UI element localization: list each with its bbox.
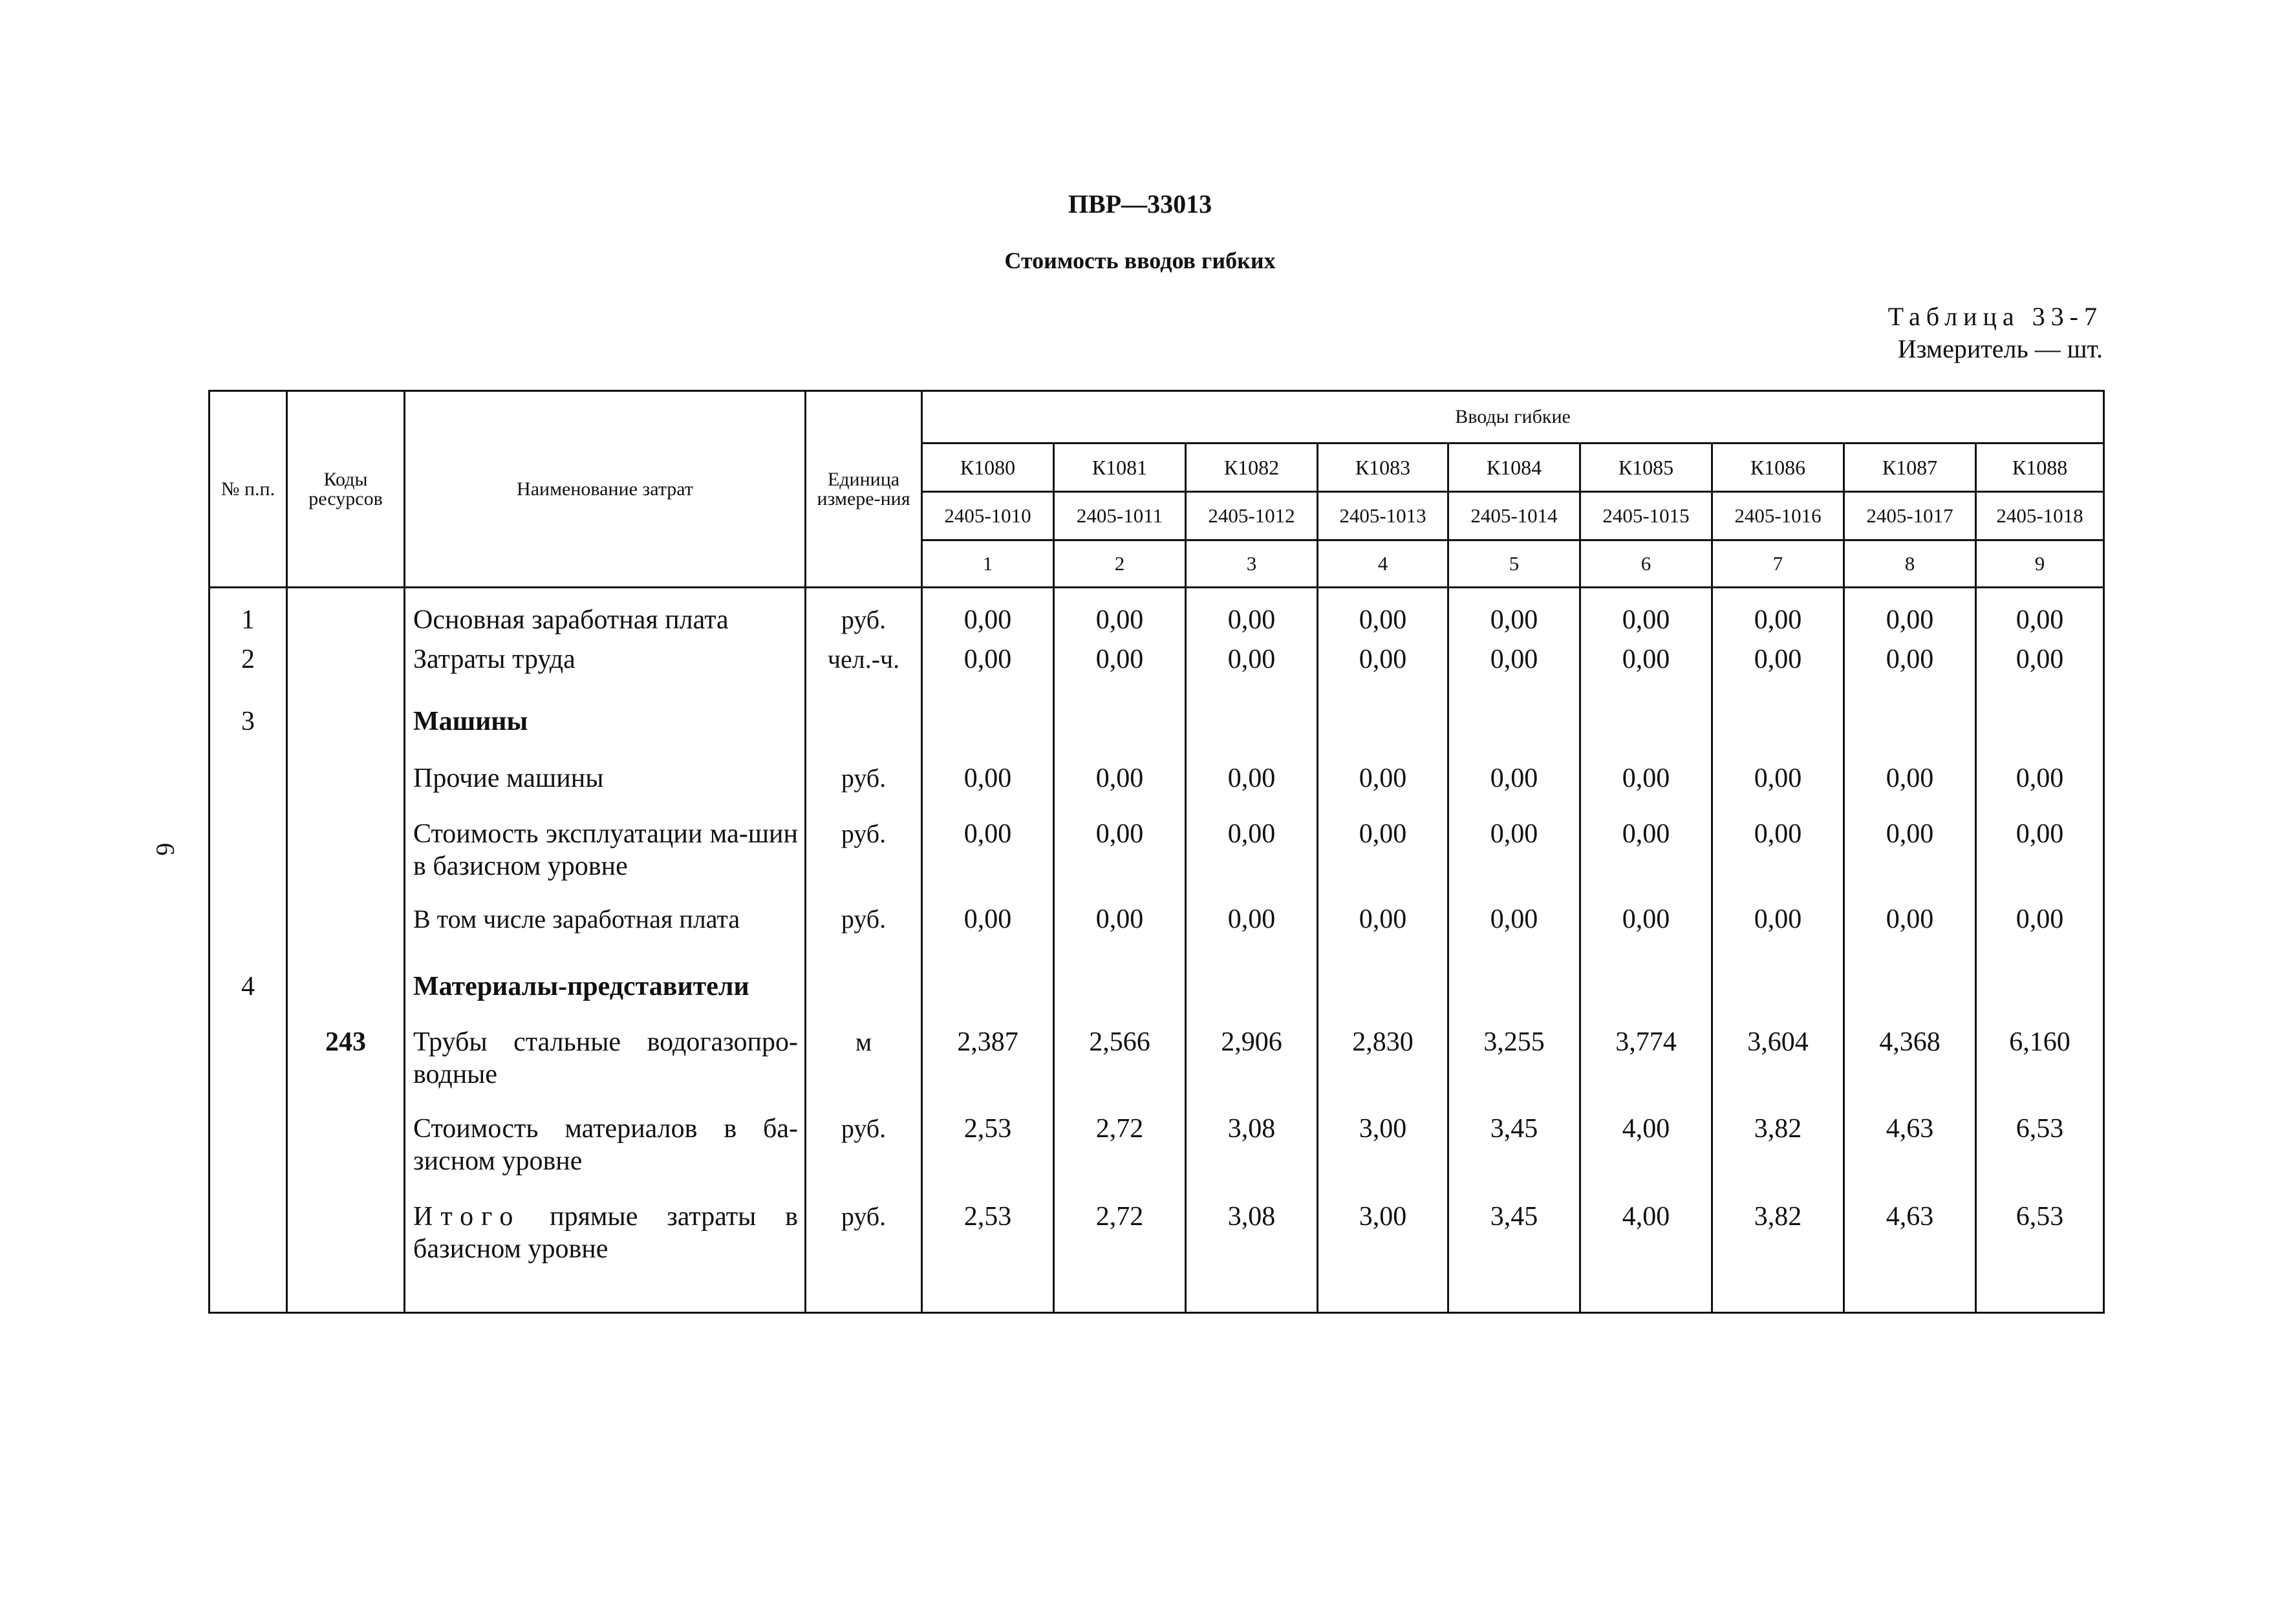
row-number: 2 [210, 643, 287, 705]
row-value: 0,00 [1318, 643, 1448, 705]
column-number: 2 [1054, 540, 1186, 588]
row-name: Машины [405, 705, 806, 762]
row-number [210, 818, 287, 903]
row-unit: руб. [806, 818, 922, 903]
row-value [1976, 970, 2104, 1026]
row-value: 2,72 [1054, 1201, 1186, 1313]
row-value: 0,00 [1186, 643, 1318, 705]
row-number [210, 1026, 287, 1113]
row-code [287, 1113, 405, 1201]
row-name: Стоимость эксплуатации ма-шин в базисном уровне [405, 818, 806, 903]
document-subtitle: Стоимость вводов гибких [1004, 248, 1276, 273]
row-value [1580, 705, 1712, 762]
column-ref: 2405-1017 [1844, 492, 1976, 540]
row-value [1712, 705, 1844, 762]
column-code: К1086 [1712, 443, 1844, 492]
row-number: 4 [210, 970, 287, 1026]
row-value: 0,00 [1712, 643, 1844, 705]
row-value: 0,00 [922, 643, 1054, 705]
row-value: 0,00 [1976, 588, 2104, 643]
table-row [210, 970, 2104, 1026]
row-value: 6,160 [1976, 1026, 2104, 1113]
table-row [210, 705, 2104, 762]
row-value: 0,00 [1844, 643, 1976, 705]
cost-table [208, 390, 2105, 1314]
row-unit: руб. [806, 588, 922, 643]
row-value: 0,00 [1580, 762, 1712, 818]
document-title: ПВР—33013 [1068, 189, 1212, 219]
row-value: 0,00 [1186, 903, 1318, 970]
table-row [210, 588, 2104, 643]
row-value: 0,00 [1186, 762, 1318, 818]
row-value [1448, 705, 1580, 762]
row-value: 0,00 [1186, 588, 1318, 643]
row-value: 0,00 [1054, 588, 1186, 643]
row-value: 0,00 [1186, 818, 1318, 903]
row-value: 6,53 [1976, 1201, 2104, 1313]
row-value: 2,72 [1054, 1113, 1186, 1201]
row-value: 0,00 [1580, 818, 1712, 903]
row-value: 3,45 [1448, 1201, 1580, 1313]
column-ref: 2405-1010 [922, 492, 1054, 540]
row-value: 0,00 [1580, 903, 1712, 970]
row-value: 0,00 [1448, 588, 1580, 643]
row-value: 3,774 [1580, 1026, 1712, 1113]
row-value: 4,00 [1580, 1113, 1712, 1201]
row-value: 0,00 [1712, 588, 1844, 643]
row-value: 0,00 [1844, 903, 1976, 970]
page-number: 6 [151, 842, 180, 856]
measure-label: Измеритель — шт. [1897, 334, 2103, 363]
row-value: 3,604 [1712, 1026, 1844, 1113]
row-value [1844, 970, 1976, 1026]
header-group: Вводы гибкие [922, 391, 2104, 443]
row-value: 0,00 [1976, 818, 2104, 903]
row-unit [806, 705, 922, 762]
row-code [287, 970, 405, 1026]
row-value [922, 970, 1054, 1026]
header-name: Наименование затрат [405, 391, 806, 588]
row-name: Основная заработная плата [405, 588, 806, 643]
column-ref: 2405-1016 [1712, 492, 1844, 540]
row-value [1318, 705, 1448, 762]
row-code [287, 818, 405, 903]
row-code [287, 1201, 405, 1313]
column-code: К1082 [1186, 443, 1318, 492]
row-value: 3,00 [1318, 1113, 1448, 1201]
table-row [210, 1113, 2104, 1201]
row-value: 3,82 [1712, 1201, 1844, 1313]
row-value: 0,00 [1448, 818, 1580, 903]
row-value [1054, 705, 1186, 762]
column-number: 4 [1318, 540, 1448, 588]
row-value: 3,08 [1186, 1201, 1318, 1313]
row-value: 2,566 [1054, 1026, 1186, 1113]
row-name-spaced: Итого [413, 1201, 521, 1232]
table-label: Таблица 33-7 [1887, 302, 2103, 331]
row-unit: руб. [806, 1201, 922, 1313]
row-value: 4,63 [1844, 1201, 1976, 1313]
row-value [1186, 970, 1318, 1026]
column-code: К1083 [1318, 443, 1448, 492]
table-row [210, 903, 2104, 970]
row-name: Затраты труда [405, 643, 806, 705]
row-name: Стоимость материалов в ба-зисном уровне [405, 1113, 806, 1201]
column-code: К1084 [1448, 443, 1580, 492]
column-ref: 2405-1014 [1448, 492, 1580, 540]
row-number [210, 1113, 287, 1201]
row-value: 3,255 [1448, 1026, 1580, 1113]
row-value [1976, 705, 2104, 762]
column-code: К1081 [1054, 443, 1186, 492]
row-value: 2,53 [922, 1113, 1054, 1201]
column-number: 7 [1712, 540, 1844, 588]
column-number: 1 [922, 540, 1054, 588]
row-value [1054, 970, 1186, 1026]
row-value [922, 705, 1054, 762]
row-value: 0,00 [1580, 588, 1712, 643]
row-code [287, 705, 405, 762]
table-row [210, 1201, 2104, 1313]
row-value: 0,00 [1448, 762, 1580, 818]
table-row [210, 1026, 2104, 1113]
row-value: 0,00 [1976, 643, 2104, 705]
row-value [1712, 970, 1844, 1026]
column-code: К1088 [1976, 443, 2104, 492]
row-value: 0,00 [1054, 818, 1186, 903]
row-number [210, 1201, 287, 1313]
column-code: К1085 [1580, 443, 1712, 492]
row-code: 243 [287, 1026, 405, 1113]
row-code [287, 588, 405, 643]
column-code: К1087 [1844, 443, 1976, 492]
row-value: 0,00 [1844, 588, 1976, 643]
row-name: Материалы-представители [405, 970, 806, 1026]
row-code [287, 903, 405, 970]
row-value [1448, 970, 1580, 1026]
row-value: 0,00 [922, 588, 1054, 643]
row-name [405, 1201, 806, 1313]
row-value: 2,830 [1318, 1026, 1448, 1113]
column-ref: 2405-1013 [1318, 492, 1448, 540]
row-value: 0,00 [1844, 762, 1976, 818]
row-value: 0,00 [922, 818, 1054, 903]
row-value: 4,63 [1844, 1113, 1976, 1201]
table-row [210, 762, 2104, 818]
row-unit: чел.-ч. [806, 643, 922, 705]
row-value: 0,00 [1712, 818, 1844, 903]
row-number: 3 [210, 705, 287, 762]
row-value: 0,00 [1054, 762, 1186, 818]
row-value [1844, 705, 1976, 762]
table-row [210, 818, 2104, 903]
row-unit: руб. [806, 903, 922, 970]
row-name-rest: прямые затраты в базисном уровне [413, 1201, 798, 1264]
row-value: 0,00 [922, 903, 1054, 970]
row-name: Прочие машины [405, 762, 806, 818]
header-num: № п.п. [210, 391, 287, 588]
row-value: 2,53 [922, 1201, 1054, 1313]
row-value: 0,00 [1054, 903, 1186, 970]
column-number: 6 [1580, 540, 1712, 588]
table-row [210, 643, 2104, 705]
row-unit: руб. [806, 1113, 922, 1201]
column-code: К1080 [922, 443, 1054, 492]
header-unit: Единица измере-ния [806, 391, 922, 588]
row-value: 3,00 [1318, 1201, 1448, 1313]
row-unit: руб. [806, 762, 922, 818]
row-value: 4,368 [1844, 1026, 1976, 1113]
row-value: 0,00 [1712, 903, 1844, 970]
row-value: 6,53 [1976, 1113, 2104, 1201]
column-ref: 2405-1018 [1976, 492, 2104, 540]
row-value: 3,82 [1712, 1113, 1844, 1201]
row-value: 0,00 [1318, 762, 1448, 818]
row-unit [806, 970, 922, 1026]
row-code [287, 762, 405, 818]
column-number: 9 [1976, 540, 2104, 588]
row-value: 3,08 [1186, 1113, 1318, 1201]
column-number: 3 [1186, 540, 1318, 588]
row-value: 0,00 [1448, 643, 1580, 705]
row-value: 0,00 [1054, 643, 1186, 705]
row-value: 0,00 [1448, 903, 1580, 970]
row-value: 2,906 [1186, 1026, 1318, 1113]
row-value: 0,00 [1976, 762, 2104, 818]
row-number [210, 903, 287, 970]
row-value: 0,00 [1976, 903, 2104, 970]
column-ref: 2405-1011 [1054, 492, 1186, 540]
row-value [1580, 970, 1712, 1026]
row-name: Трубы стальные водогазопро-водные [405, 1026, 806, 1113]
row-value: 0,00 [1318, 818, 1448, 903]
row-value: 4,00 [1580, 1201, 1712, 1313]
row-value: 3,45 [1448, 1113, 1580, 1201]
row-value: 2,387 [922, 1026, 1054, 1113]
row-name: В том числе заработная плата [405, 903, 806, 970]
row-value: 0,00 [1712, 762, 1844, 818]
column-ref: 2405-1012 [1186, 492, 1318, 540]
column-number: 8 [1844, 540, 1976, 588]
row-value: 0,00 [1844, 818, 1976, 903]
row-value [1318, 970, 1448, 1026]
column-ref: 2405-1015 [1580, 492, 1712, 540]
row-value: 0,00 [1318, 588, 1448, 643]
row-value: 0,00 [1580, 643, 1712, 705]
header-codes: Коды ресурсов [287, 391, 405, 588]
row-number: 1 [210, 588, 287, 643]
row-number [210, 762, 287, 818]
row-code [287, 643, 405, 705]
row-value: 0,00 [1318, 903, 1448, 970]
row-value: 0,00 [922, 762, 1054, 818]
column-number: 5 [1448, 540, 1580, 588]
row-unit: м [806, 1026, 922, 1113]
row-value [1186, 705, 1318, 762]
